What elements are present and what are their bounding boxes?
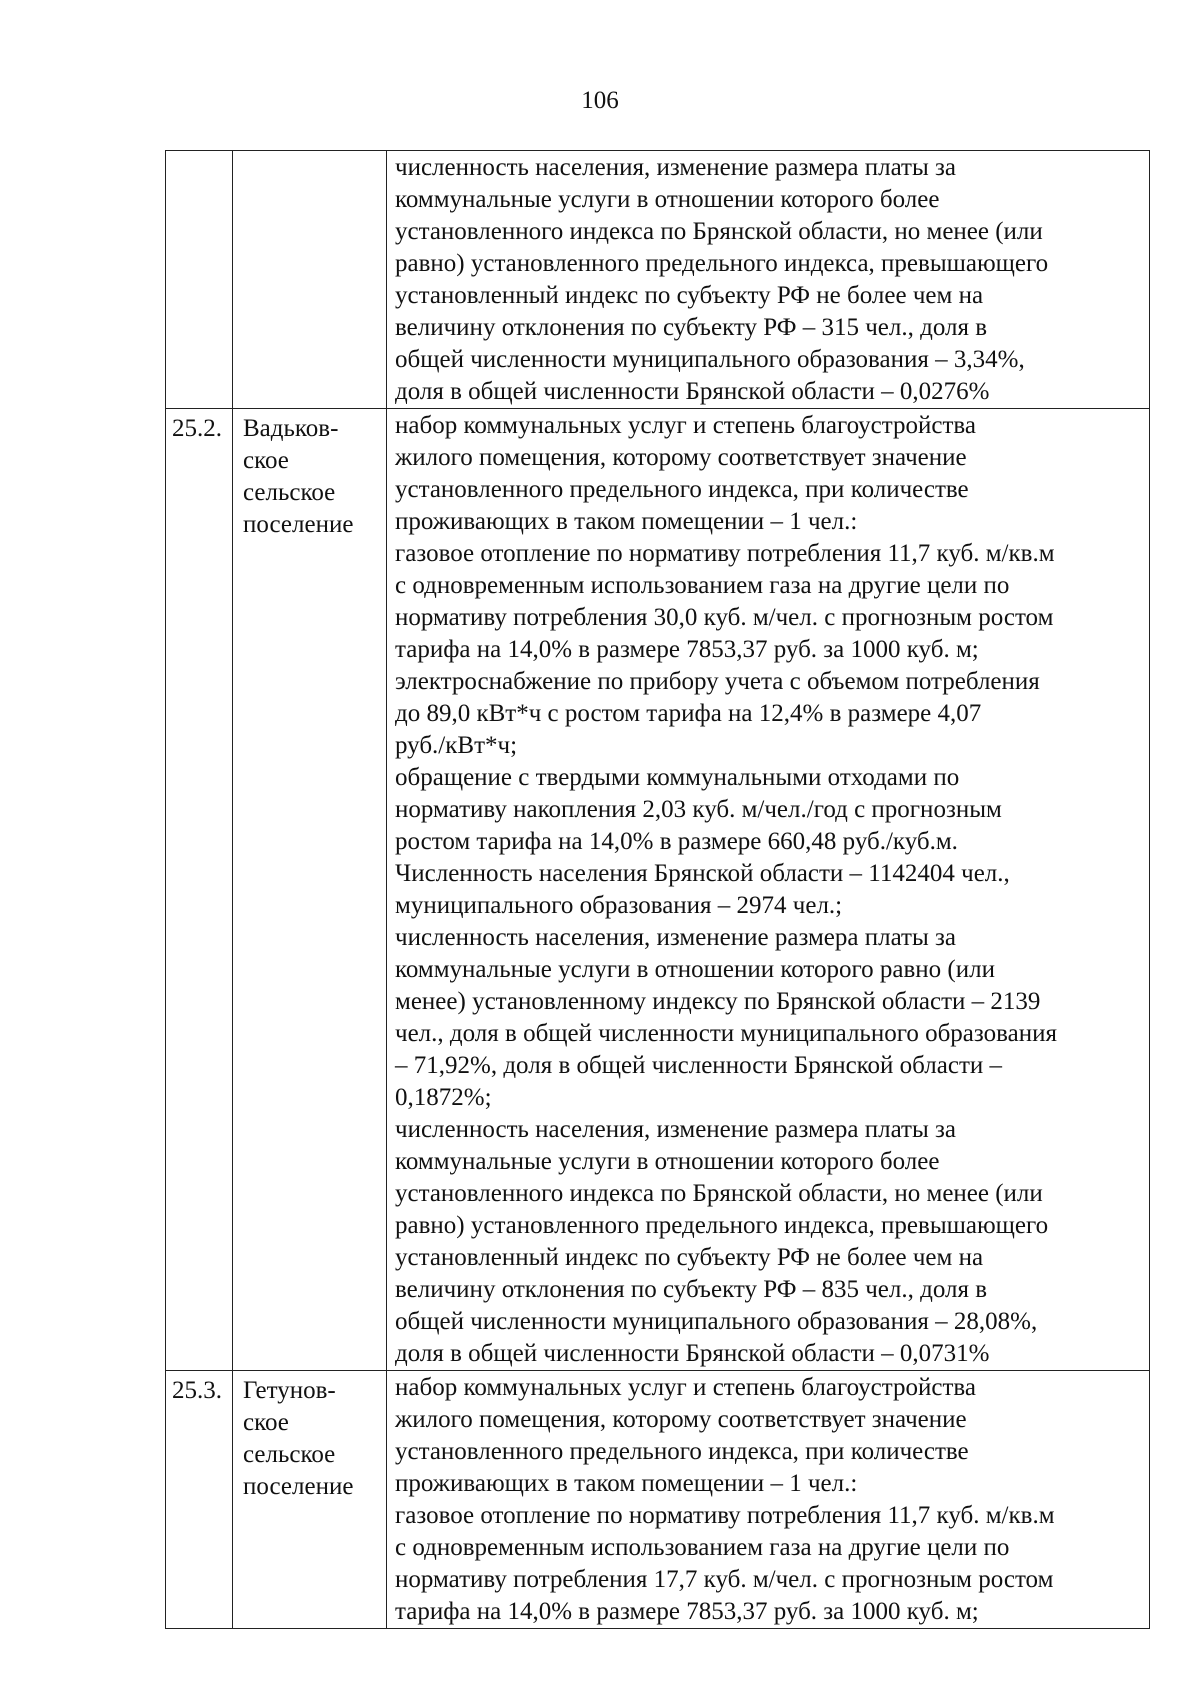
description-line: нормативу накопления 2,03 куб. м/чел./год с прогнозным: [395, 796, 1002, 823]
table-row: [166, 1371, 1150, 1629]
municipality-name-line: ское: [243, 1409, 289, 1436]
description-line: тарифа на 14,0% в размере 7853,37 руб. за 1000 куб. м;: [395, 636, 979, 663]
municipality-name-line: поселение: [243, 1473, 354, 1500]
description-line: с одновременным использованием газа на другие цели по: [395, 572, 1010, 599]
description-line: численность населения, изменение размера платы за: [395, 924, 956, 951]
table-row: [166, 409, 1150, 1371]
description-cell: [387, 1371, 1150, 1629]
description-line: коммунальные услуги в отношении которого более: [395, 1148, 940, 1175]
description-line: численность населения, изменение размера платы за: [395, 154, 956, 181]
municipality-name-cell: [233, 409, 387, 1371]
description-line: равно) установленного предельного индекса, превышающего: [395, 250, 1049, 277]
description-line: установленный индекс по субъекту РФ не более чем на: [395, 1244, 984, 1271]
description-line: коммунальные услуги в отношении которого более: [395, 186, 940, 213]
municipality-name-cell: [233, 151, 387, 409]
description-line: жилого помещения, которому соответствует значение: [395, 444, 967, 471]
description-line: обращение с твердыми коммунальными отходами по: [395, 764, 960, 791]
description-line: установленного предельного индекса, при количестве: [395, 1438, 969, 1465]
description-line: равно) установленного предельного индекса, превышающего: [395, 1212, 1049, 1239]
description-cell: [387, 409, 1150, 1371]
description-line: чел., доля в общей численности муниципального образования: [395, 1020, 1057, 1047]
description-line: менее) установленному индексу по Брянской области – 2139: [395, 988, 1041, 1015]
municipality-name-line: Вадьков-: [243, 415, 339, 442]
row-number-cell: [166, 409, 233, 1371]
description-line: величину отклонения по субъекту РФ – 835 чел., доля в: [395, 1276, 988, 1303]
description-line: муниципального образования – 2974 чел.;: [395, 892, 843, 919]
description-cell: [387, 151, 1150, 409]
description-line: доля в общей численности Брянской области – 0,0276%: [395, 378, 990, 405]
page-number: 106: [581, 87, 619, 114]
data-table: [165, 150, 1150, 1629]
description-line: до 89,0 кВт*ч с ростом тарифа на 12,4% в размере 4,07: [395, 700, 982, 727]
description-line: ростом тарифа на 14,0% в размере 660,48 руб./куб.м.: [395, 828, 958, 855]
municipality-name-line: сельское: [243, 479, 336, 506]
description-line: общей численности муниципального образования – 28,08%,: [395, 1308, 1038, 1335]
description-line: нормативу потребления 30,0 куб. м/чел. с прогнозным ростом: [395, 604, 1054, 631]
description-line: 0,1872%;: [395, 1084, 492, 1111]
municipality-name-line: ское: [243, 447, 289, 474]
description-line: величину отклонения по субъекту РФ – 315 чел., доля в: [395, 314, 988, 341]
description-line: электроснабжение по прибору учета с объемом потребления: [395, 668, 1040, 695]
description-line: нормативу потребления 17,7 куб. м/чел. с прогнозным ростом: [395, 1566, 1054, 1593]
description-line: с одновременным использованием газа на другие цели по: [395, 1534, 1010, 1561]
description-line: установленного индекса по Брянской области, но менее (или: [395, 218, 1043, 245]
row-number: 25.2.: [172, 415, 222, 442]
description-line: коммунальные услуги в отношении которого равно (или: [395, 956, 995, 983]
description-line: установленного индекса по Брянской области, но менее (или: [395, 1180, 1043, 1207]
row-number-cell: [166, 1371, 233, 1629]
description-line: установленный индекс по субъекту РФ не более чем на: [395, 282, 984, 309]
description-line: газовое отопление по нормативу потребления 11,7 куб. м/кв.м: [395, 540, 1055, 567]
description-line: Численность населения Брянской области – 1142404 чел.,: [395, 860, 1010, 887]
description-line: общей численности муниципального образования – 3,34%,: [395, 346, 1025, 373]
description-line: набор коммунальных услуг и степень благоустройства: [395, 412, 976, 439]
table-body: [166, 151, 1150, 1629]
description-line: набор коммунальных услуг и степень благоустройства: [395, 1374, 976, 1401]
municipality-name-cell: [233, 1371, 387, 1629]
row-number: 25.3.: [172, 1377, 222, 1404]
description-line: доля в общей численности Брянской области – 0,0731%: [395, 1340, 990, 1367]
description-line: численность населения, изменение размера платы за: [395, 1116, 956, 1143]
table-row: [166, 151, 1150, 409]
description-line: тарифа на 14,0% в размере 7853,37 руб. за 1000 куб. м;: [395, 1598, 979, 1625]
description-line: проживающих в таком помещении – 1 чел.:: [395, 508, 858, 535]
municipality-name-line: поселение: [243, 511, 354, 538]
row-number-cell: [166, 151, 233, 409]
description-line: – 71,92%, доля в общей численности Брянской области –: [395, 1052, 1002, 1079]
description-line: руб./кВт*ч;: [395, 732, 518, 759]
description-line: жилого помещения, которому соответствует значение: [395, 1406, 967, 1433]
description-line: газовое отопление по нормативу потребления 11,7 куб. м/кв.м: [395, 1502, 1055, 1529]
municipality-name-line: сельское: [243, 1441, 336, 1468]
description-line: установленного предельного индекса, при количестве: [395, 476, 969, 503]
description-line: проживающих в таком помещении – 1 чел.:: [395, 1470, 858, 1497]
municipality-name-line: Гетунов-: [243, 1377, 336, 1404]
